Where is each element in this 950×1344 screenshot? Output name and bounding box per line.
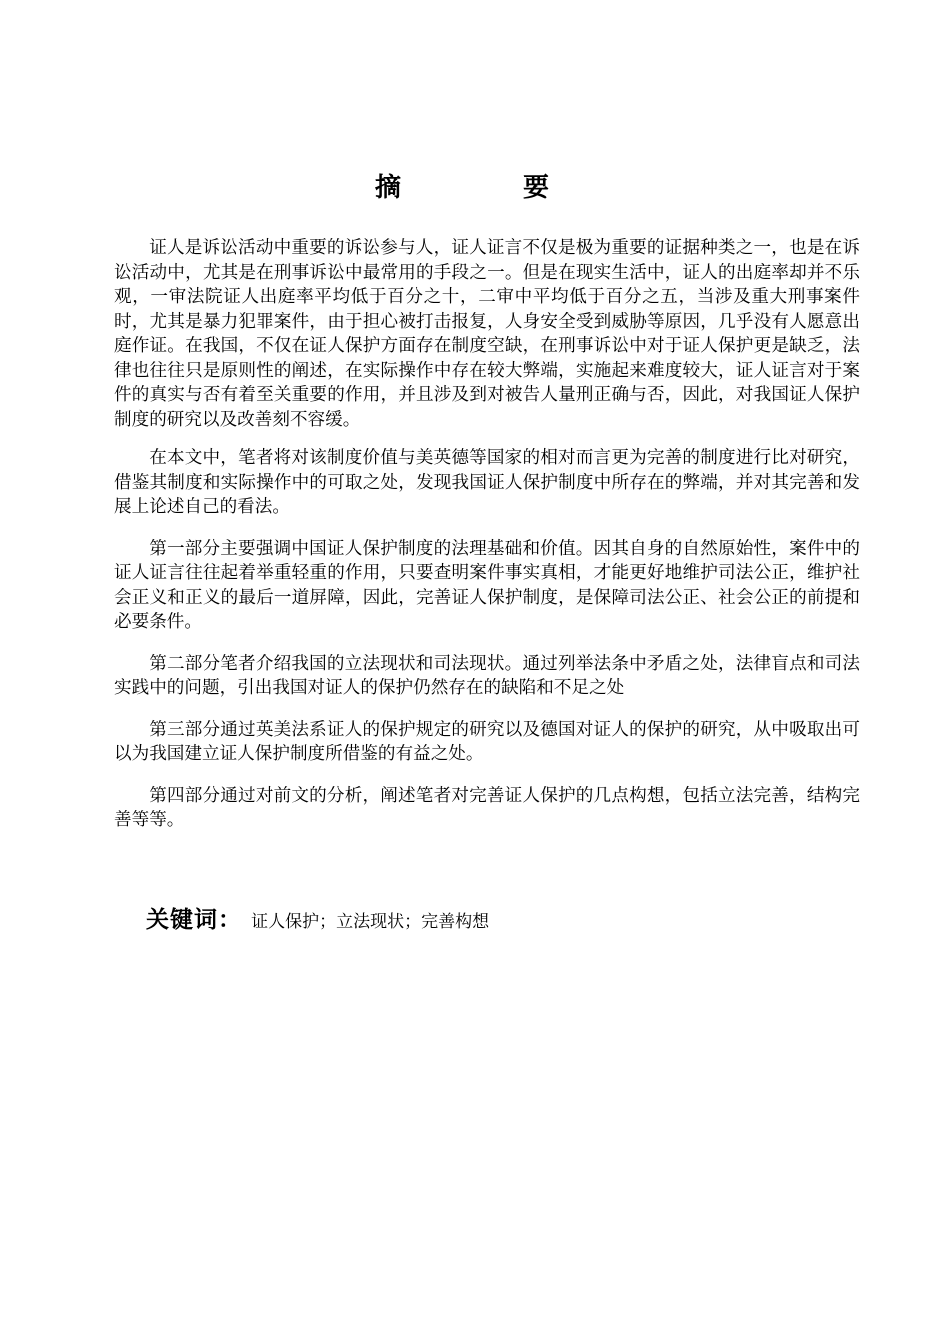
keywords-label: 关键词：: [146, 907, 242, 933]
abstract-paragraph-1: 证人是诉讼活动中重要的诉讼参与人，证人证言不仅是极为重要的证据种类之一，也是在诉讼活动中，尤其是在刑事诉讼中最常用的手段之一。但是在现实生活中，证人的出庭率却并不乐观，一审法院证人出庭率平均低于百分之十，二审中平均低于百分之五，当涉及重大刑事案件时，尤其是暴力犯罪案件，由于担心被打击报复，人身安全受到威胁等原因，几乎没有人愿意出庭作证。在我国，不仅在证人保护方面存在制度空缺，在刑事诉讼中对于证人保护更是缺乏，法律也往往只是原则性的阐述，在实际操作中存在较大弊端，实施起来难度较大，证人证言对于案件的真实与否有着至关重要的作用，并且涉及到对被告人量刑正确与否，因此，对我国证人保护制度的研究以及改善刻不容缓。: [114, 238, 860, 430]
abstract-paragraph-3: 第一部分主要强调中国证人保护制度的法理基础和价值。因其自身的自然原始性，案件中的证人证言往往起着举重轻重的作用，只要查明案件事实真相，才能更好地维护司法公正，维护社会正义和正义的最后一道屏障，因此，完善证人保护制度，是保障司法公正、社会公正的前提和必要条件。: [114, 538, 860, 632]
abstract-title: 摘 要: [374, 173, 597, 203]
abstract-paragraph-2: 在本文中，笔者将对该制度价值与美英德等国家的相对而言更为完善的制度进行比对研究，借鉴其制度和实际操作中的可取之处，发现我国证人保护制度中所存在的弊端，并对其完善和发展上论述自己的看法。: [114, 448, 860, 517]
abstract-paragraph-6: 第四部分通过对前文的分析，阐述笔者对完善证人保护的几点构想，包括立法完善，结构完善等等。: [114, 785, 860, 830]
abstract-paragraph-4: 第二部分笔者介绍我国的立法现状和司法现状。通过列举法条中矛盾之处，法律盲点和司法实践中的问题，引出我国对证人的保护仍然存在的缺陷和不足之处: [114, 653, 860, 698]
abstract-body: [114, 236, 860, 850]
keywords-line: [146, 901, 489, 934]
abstract-paragraph-5: 第三部分通过英美法系证人的保护规定的研究以及德国对证人的保护的研究，从中吸取出可以为我国建立证人保护制度所借鉴的有益之处。: [114, 719, 860, 764]
keywords-text: 证人保护；立法现状；完善构想: [251, 912, 490, 932]
